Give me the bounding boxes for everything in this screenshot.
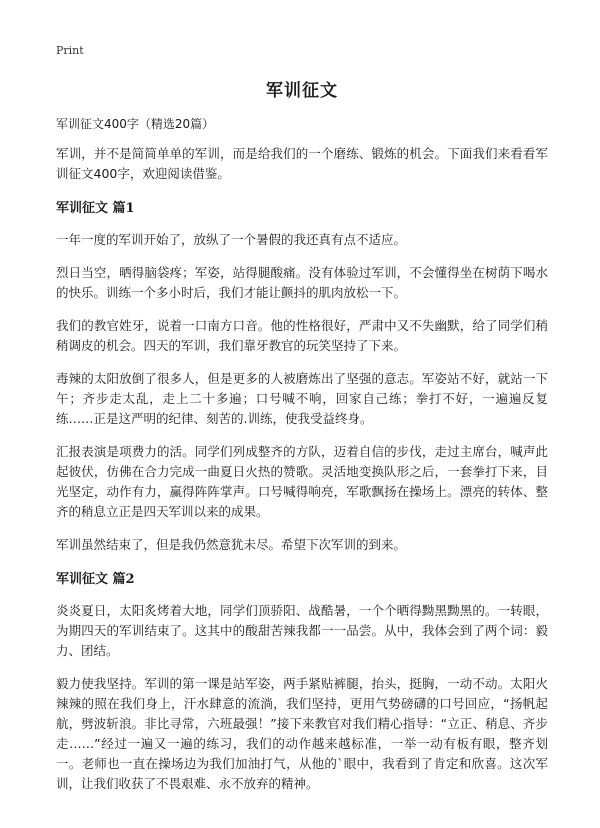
document-body: [56, 76, 548, 807]
paragraph: 汇报表演是项费力的活。同学们列成整齐的方队，迈着自信的步伐，走过主席台，喊声此起彼伏，仿佛在合力完成一曲夏日火热的赞歌。灵活地变换队形之后，一套拳打下来，目光坚定，动作有力，赢得阵阵掌声。口号喊得响亮，军歌飘扬在操场上。漂亮的转体、整齐的稍息立正是四天军训以来的成果。: [56, 444, 548, 519]
paragraph: 军训虽然结束了，但是我仍然意犹未尽。希望下次军训的到来。: [56, 537, 407, 552]
section-heading: 军训征文 篇1: [56, 201, 135, 216]
paragraph: 毒辣的太阳放倒了很多人，但是更多的人被磨炼出了坚强的意志。军姿站不好，就站一下午；齐步走太乱，走上二十多遍；口号喊不响，回家自己练；拳打不好，一遍遍反复练……正是这严明的纪律、刻苦的.训练，使我受益终身。: [56, 371, 548, 426]
paragraph: 炎炎夏日，太阳炙烤着大地，同学们顶骄阳、战酷暑，一个个晒得黝黑黝黑的。一转眼，为期四天的军训结束了。这其中的酸甜苦辣我都一一品尝。从中，我体会到了两个词：毅力、团结。: [56, 603, 548, 658]
paragraph: 一年一度的军训开始了，放纵了一个暑假的我还真有点不适应。: [56, 232, 407, 247]
page-title: 军训征文: [266, 81, 338, 101]
section-heading: 军训征文 篇2: [56, 572, 135, 587]
document-subtitle: 军训征文400字（精选20篇）: [56, 117, 215, 131]
paragraph: 烈日当空，晒得脑袋疼；军姿，站得腿酸痛。没有体验过军训，不会懂得坐在树荫下喝水的快乐。训练一个多小时后，我们才能让颤抖的肌肉放松一下。: [56, 265, 548, 300]
paragraph: 毅力使我坚持。军训的第一课是站军姿，两手紧贴裤腿，抬头，挺胸，一动不动。太阳火辣辣的照在我们身上，汗水肆意的流淌，我们坚持，更用气势磅礴的口号回应，“扬帆起航，劈波斩浪。非比寻常，六班最强！”接下来教官对我们精心指导：“立正、稍息、齐步走……”经过一遍又一遍的练习，我们的动作越来越标准，一举一动有板有眼，整齐划一。老师也一直在操场边为我们加油打气，从他的`眼中，我看到了肯定和欣喜。这次军训，让我们收获了不畏艰难、永不放弃的精神。: [56, 676, 548, 791]
intro-paragraph: 军训，并不是简简单单的军训，而是给我们的一个磨练、锻炼的机会。下面我们来看看军训征文400字，欢迎阅读借鉴。: [56, 146, 548, 181]
print-link[interactable]: Print: [56, 44, 84, 57]
paragraph: 我们的教官姓牙，说着一口南方口音。他的性格很好，严肃中又不失幽默，给了同学们稍稍调皮的机会。四天的军训，我们靠牙教官的玩笑坚持了下来。: [56, 318, 548, 353]
